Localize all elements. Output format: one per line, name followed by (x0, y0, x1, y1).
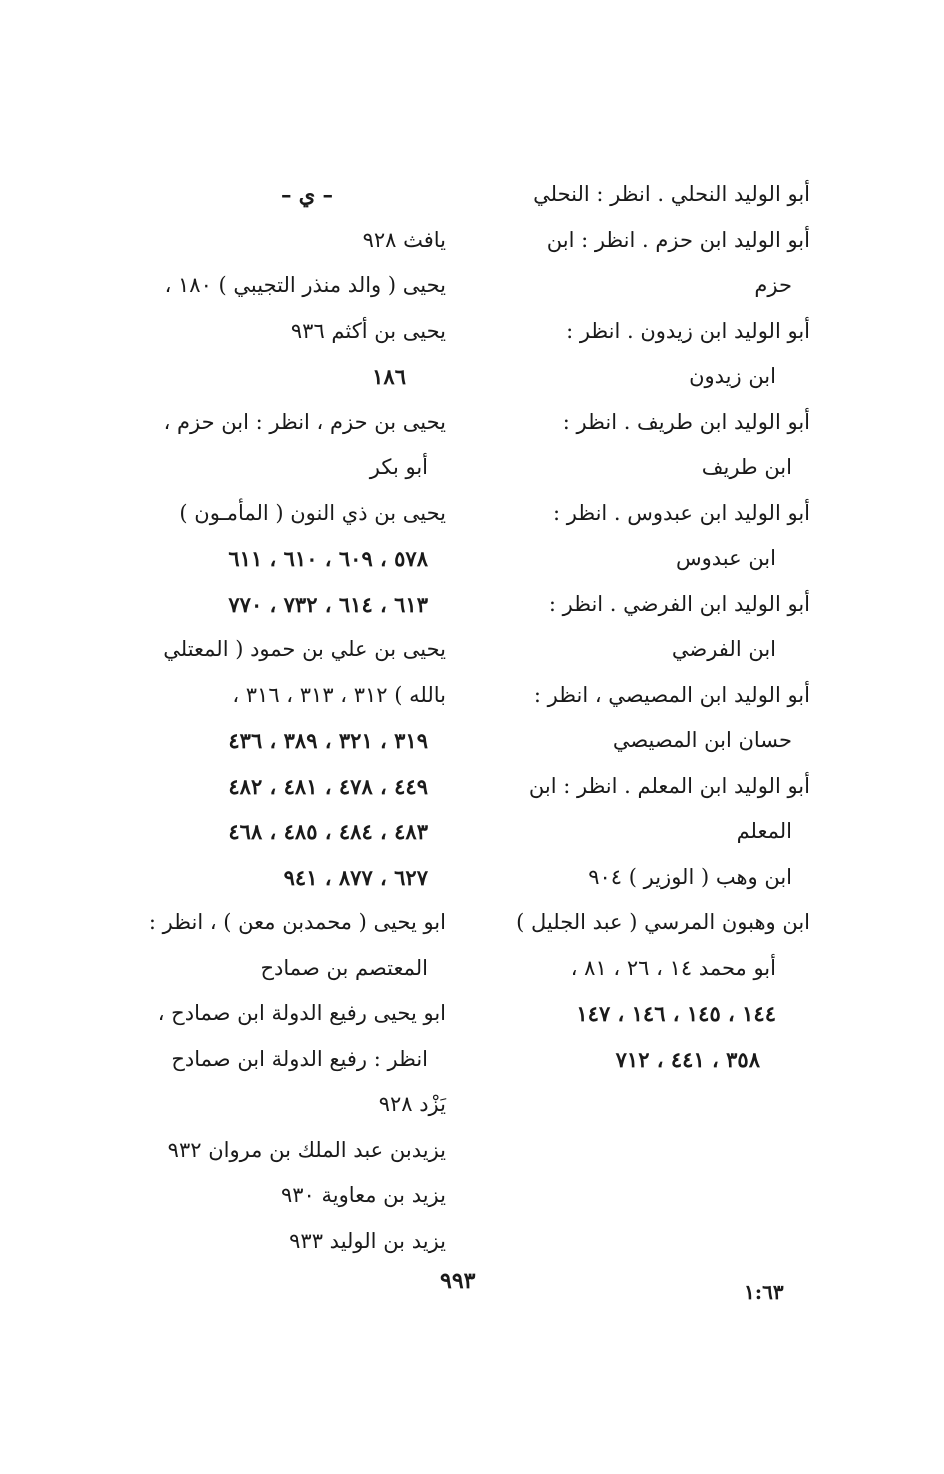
index-entry: أبو الوليد ابن عبدوس . انظر : (553, 500, 810, 525)
index-entry-continuation: ابن زيدون (689, 364, 776, 388)
page-references: ٥٧٨ ، ٦٠٩ ، ٦١٠ ، ٦١١ (228, 546, 428, 571)
page-references: ١٤٤ ، ١٤٥ ، ١٤٦ ، ١٤٧ (576, 1001, 776, 1026)
index-entry-continuation: حزم (754, 273, 792, 297)
page-references: ٦٢٧ ، ٨٧٧ ، ٩٤١ (283, 864, 428, 890)
page-references: ٤٨٣ ، ٤٨٤ ، ٤٨٥ ، ٤٦٨ (228, 819, 428, 844)
index-entry: أبو الوليد ابن طريف . انظر : (562, 409, 810, 434)
index-entry-continuation: المعلم (736, 819, 792, 843)
section-letter-heading: – ي – (280, 182, 334, 207)
index-entry: يافث ٩٢٨ (362, 227, 446, 252)
index-entry-continuation: ابن طريف (701, 455, 792, 479)
page-references: ٦١٣ ، ٦١٤ ، ٧٣٢ ، ٧٧٠ (228, 591, 428, 617)
index-entry: أبو الوليد ابن حزم . انظر : ابن (546, 227, 810, 252)
index-entry-continuation: انظر : رفيع الدولة ابن صمادح (171, 1046, 428, 1071)
index-entry: يحيى بن علي بن حمود ( المعتلي (163, 637, 446, 661)
index-entry: يحيى بن حزم ، انظر : ابن حزم ، (163, 409, 446, 434)
left-column (128, 172, 446, 1264)
index-entry: يحيى ( والد منذر التجيبي ) ١٨٠ ، (164, 273, 446, 297)
index-entry-continuation: أبو بكر (369, 455, 428, 479)
index-entry-continuation: ابن الفرضي (671, 637, 776, 661)
page-references: ٣٥٨ ، ٤٤١ ، ٧١٢ (615, 1046, 760, 1072)
printer-signature: ١:٦٣ (744, 1280, 784, 1304)
index-entry: أبو الوليد ابن المصيصي ، انظر : (533, 682, 810, 707)
index-entry: بالله ) ٣١٢ ، ٣١٣ ، ٣١٦ ، (232, 682, 446, 707)
index-entry: ابن وهب ( الوزير ) ٩٠٤ (588, 864, 792, 889)
page-number: ٩٩٣ (440, 1268, 476, 1294)
index-entry-continuation: المعتصم بن صمادح (260, 955, 428, 980)
right-column (488, 172, 810, 1082)
index-entry-continuation: ابن عبدوس (675, 546, 776, 570)
page-references: ٤٤٩ ، ٤٧٨ ، ٤٨١ ، ٤٨٢ (228, 773, 428, 799)
index-entry: يَزْد ٩٢٨ (378, 1092, 446, 1116)
index-entry: يزيدبن عبد الملك بن مروان ٩٣٢ (167, 1137, 446, 1162)
index-entry: يحيى بن ذي النون ( المأمـون ) (179, 500, 446, 525)
index-entry: ابن وهبون المرسي ( عبد الجليل ) (516, 910, 810, 934)
index-entry: يحيى بن أكثم ٩٣٦ (290, 318, 446, 343)
index-entry: أبو الوليد ابن المعلم . انظر : ابن (528, 773, 810, 798)
index-entry-continuation: حسان ابن المصيصي (612, 728, 792, 752)
index-entry: أبو الوليد ابن الفرضي . انظر : (548, 591, 810, 616)
page-references: ١٨٦ (372, 364, 406, 389)
index-entry-continuation: أبو محمد ١٤ ، ٢٦ ، ٨١ ، (570, 955, 776, 980)
index-entry: أبو الوليد النحلي . انظر : النحلي (533, 182, 810, 206)
page-references: ٣١٩ ، ٣٢١ ، ٣٨٩ ، ٤٣٦ (228, 728, 428, 753)
index-entry: أبو الوليد ابن زيدون . انظر : (566, 318, 810, 343)
index-entry: يزيد بن معاوية ٩٣٠ (280, 1183, 446, 1207)
index-entry: ابو يحيى ( محمدبن معن ) ، انظر : (148, 910, 446, 934)
index-entry: ابو يحيى رفيع الدولة ابن صمادح ، (157, 1001, 446, 1025)
index-entry: يزيد بن الوليد ٩٣٣ (289, 1228, 446, 1253)
